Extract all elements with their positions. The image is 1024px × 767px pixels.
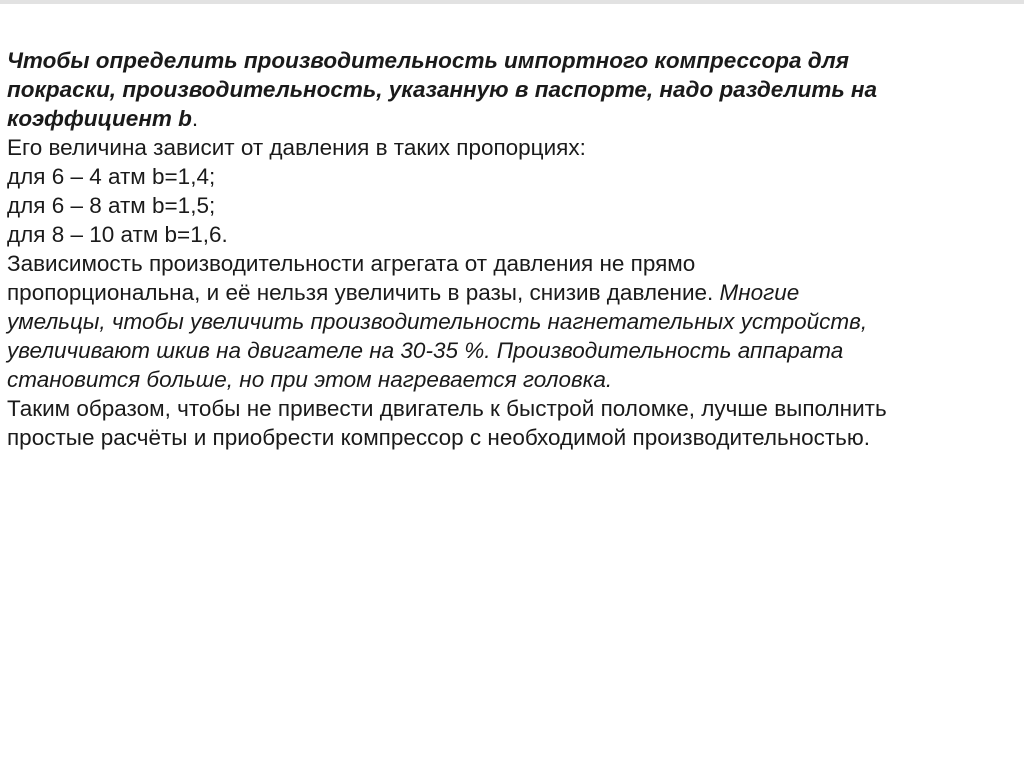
conclusion-line-1: Таким образом, чтобы не привести двигатель к быстрой поломке, лучше выполнить [7,396,887,421]
intro-period: . [191,106,199,131]
intro-line-1: Чтобы определить производительность импортного компрессора для [7,48,849,73]
italic-line-5: становится больше, но при этом нагревается головка. [7,367,613,392]
ratio-line-3: для 8 – 10 атм b=1,6. [7,222,228,247]
top-divider [0,0,1024,4]
depends-line: Его величина зависит от давления в таких пропорциях: [7,135,586,160]
intro-line-2: покраски, производительность, указанную в паспорте, надо разделить на [7,77,878,102]
dependency-italic: Многие [713,280,800,305]
slide-text [7,46,1019,452]
dependency-line-1: Зависимость производительности агрегата от давления не прямо [7,251,696,276]
dependency-plain: пропорциональна, и её нельзя увеличить в разы, снизив давление. [7,280,714,305]
ratio-line-2: для 6 – 8 атм b=1,5; [7,193,216,218]
intro-line-3 [7,104,1019,133]
dependency-line-2 [7,278,1019,307]
ratio-line-1: для 6 – 4 атм b=1,4; [7,164,216,189]
italic-line-3: умельцы, чтобы увеличить производительность нагнетательных устройств, [7,309,868,334]
coefficient-label: коэффициент b [7,106,192,131]
italic-line-4: увеличивают шкив на двигателе на 30-35 %. Производительность аппарата [7,338,844,363]
conclusion-line-2: простые расчёты и приобрести компрессор с необходимой производительностью. [7,425,871,450]
